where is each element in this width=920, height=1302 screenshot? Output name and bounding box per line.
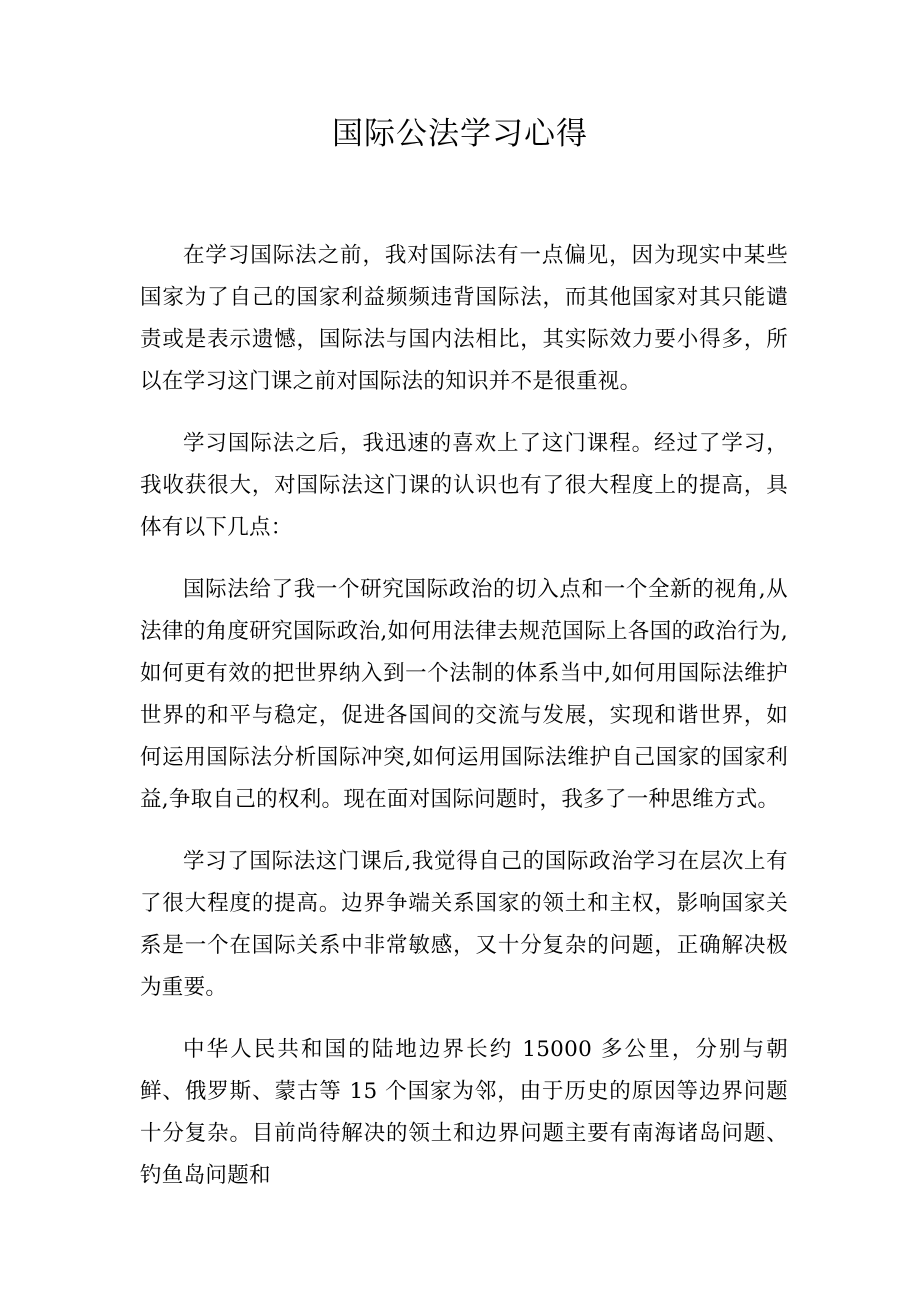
document-body <box>140 235 788 1217</box>
paragraph-1: 在学习国际法之前，我对国际法有一点偏见，因为现实中某些国家为了自己的国家利益频频违背国际法，而其他国家对其只能谴责或是表示遗憾，国际法与国内法相比，其实际效力要小得多，所以在学习这门课之前对国际法的知识并不是很重视。 <box>140 243 788 394</box>
paragraph-2: 学习国际法之后，我迅速的喜欢上了这门课程。经过了学习，我收获很大，对国际法这门课的认识也有了很大程度上的提高，具体有以下几点： <box>140 431 788 540</box>
paragraph-4: 学习了国际法这门课后,我觉得自己的国际政治学习在层次上有了很大程度的提高。边界争端关系国家的领土和主权，影响国家关系是一个在国际关系中非常敏感，又十分复杂的问题，正确解决极为重要。 <box>140 849 788 1000</box>
paragraph-3: 国际法给了我一个研究国际政治的切入点和一个全新的视角,从法律的角度研究国际政治,如何用法律去规范国际上各国的政治行为,如何更有效的把世界纳入到一个法制的体系当中,如何用国际法维护世界的和平与稳定，促进各国间的交流与发展，实现和谐世界，如何运用国际法分析国际冲突,如何运用国际法维护自己国家的国家利益,争取自己的权利。现在面对国际问题时，我多了一种思维方式。 <box>140 577 788 812</box>
document-title: 国际公法学习心得 <box>332 116 588 152</box>
paragraph-5: 中华人民共和国的陆地边界长约 15000 多公里，分别与朝鲜、俄罗斯、蒙古等 15 个国家为邻，由于历史的原因等边界问题十分复杂。目前尚待解决的领土和边界问题主要有南海诸岛问题、钓鱼岛问题和 <box>140 1037 788 1188</box>
